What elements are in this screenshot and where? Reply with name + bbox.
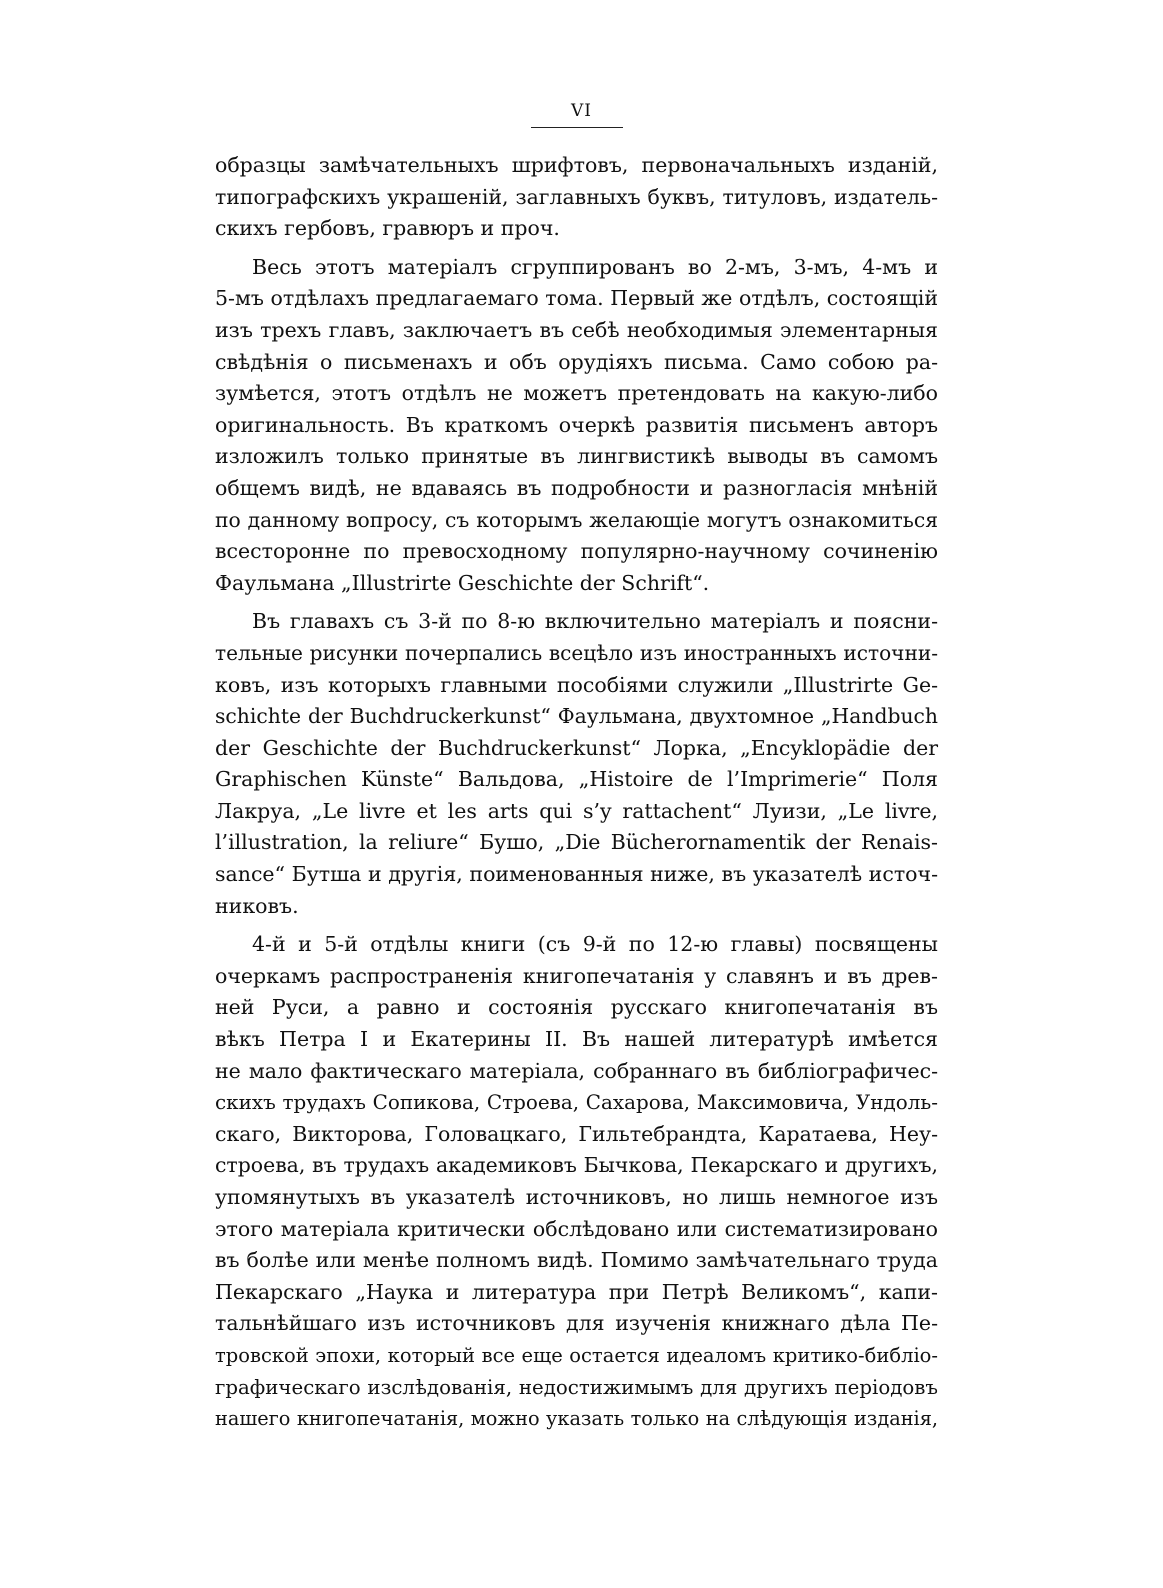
text-line: всесторонне по превосходному популярно-научному сочиненію: [215, 539, 938, 564]
text-line: скаго, Викторова, Головацкаго, Гильтебрандта, Каратаева, Неу-: [215, 1121, 938, 1146]
text-line: въ болѣе или менѣе полномъ видѣ. Помимо замѣчательнаго труда: [215, 1248, 938, 1273]
text-line: тровской эпохи, который все еще остается идеаломъ критико-библіо-: [215, 1343, 938, 1367]
text-line: тальнѣйшаго изъ источниковъ для изученія книжнаго дѣла Пе-: [215, 1311, 938, 1336]
text-line: образцы замѣчательныхъ шрифтовъ, первоначальныхъ изданій,: [215, 153, 938, 177]
text-line: Фаульмана „Illustrirte Geschichte der Schrift“.: [215, 570, 710, 595]
text-line: графическаго изслѣдованія, недостижимымъ для другихъ періодовъ: [215, 1375, 938, 1399]
paragraph: [215, 606, 938, 922]
page-number: VI: [571, 101, 592, 121]
text-line: нашего книгопечатанія, можно указать только на слѣдующія изданія,: [215, 1407, 938, 1431]
text-line: зумѣется, этотъ отдѣлъ не можетъ претендовать на какую-либо: [215, 381, 938, 406]
text-line: упомянутыхъ въ указателѣ источниковъ, но лишь немногое изъ: [215, 1185, 938, 1209]
header-rule: [531, 127, 623, 128]
text-line: по данному вопросу, съ которымъ желающіе могутъ ознакомиться: [215, 507, 938, 532]
text-line: никовъ.: [215, 893, 299, 918]
text-line: скихъ трудахъ Сопикова, Строева, Сахарова, Максимовича, Ундоль-: [215, 1091, 938, 1115]
paragraph: [215, 150, 938, 245]
text-line: Пекарскаго „Наука и литература при Петрѣ Великомъ“, капи-: [215, 1279, 938, 1304]
text-line: изъ трехъ главъ, заключаетъ въ себѣ необходимыя элементарныя: [215, 317, 938, 342]
text-line: Graphischen Künste“ Вальдова, „Histoire de l’Imprimerie“ Поля: [215, 767, 938, 792]
page-header: [0, 100, 1163, 122]
text-line: sance“ Бутша и другія, поименованныя ниже, въ указателѣ источ-: [215, 862, 938, 887]
text-line: 4-й и 5-й отдѣлы книги (съ 9-й по 12-ю главы) посвящены: [252, 932, 938, 957]
text-line: не мало фактическаго матеріала, собраннаго въ библіографичес-: [215, 1058, 938, 1083]
text-line: Въ главахъ съ 3-й по 8-ю включительно матеріалъ и поясни-: [252, 609, 938, 634]
text-line: этого матеріала критически обслѣдовано или систематизировано: [215, 1216, 938, 1241]
text-line: очеркамъ распространенія книгопечатанія у славянъ и въ древ-: [215, 963, 938, 988]
text-line: schichte der Buchdruckerkunst“ Фаульмана, двухтомное „Handbuch: [215, 704, 938, 729]
text-line: вѣкъ Петра I и Екатерины II. Въ нашей литературѣ имѣется: [215, 1027, 938, 1052]
text-line: тельные рисунки почерпались всецѣло изъ иностранныхъ источни-: [215, 640, 938, 665]
text-line: der Geschichte der Buchdruckerkunst“ Лорка, „Encyklopädie der: [215, 735, 938, 760]
text-line: свѣдѣнія о письменахъ и объ орудіяхъ письма. Само собою ра-: [215, 349, 938, 374]
text-line: Лакруа, „Le livre et les arts qui s’y rattachent“ Луизи, „Le livre,: [215, 798, 938, 823]
text-line: типографскихъ украшеній, заглавныхъ буквъ, титуловъ, издатель-: [215, 184, 938, 209]
text-line: изложилъ только принятые въ лингвистикѣ выводы въ самомъ: [215, 444, 938, 469]
text-line: ней Руси, а равно и состоянія русскаго книгопечатанія въ: [215, 995, 938, 1020]
paragraph: [215, 252, 938, 600]
text-line: скихъ гербовъ, гравюръ и проч.: [215, 216, 560, 241]
text-line: ковъ, изъ которыхъ главными пособіями служили „Illustrirte Ge-: [215, 672, 938, 697]
text-line: строева, въ трудахъ академиковъ Бычкова, Пекарскаго и другихъ,: [215, 1153, 938, 1178]
text-line: Весь этотъ матеріалъ сгруппированъ во 2-мъ, 3-мъ, 4-мъ и: [252, 254, 938, 279]
paragraph: [215, 929, 938, 1435]
text-line: 5-мъ отдѣлахъ предлагаемаго тома. Первый же отдѣлъ, состоящій: [215, 286, 938, 311]
text-line: оригинальность. Въ краткомъ очеркѣ развитія письменъ авторъ: [215, 412, 938, 437]
text-line: l’illustration, la reliure“ Бушо, „Die Bücherornamentik der Renais-: [215, 830, 938, 855]
body-text: [215, 150, 938, 1435]
text-line: общемъ видѣ, не вдаваясь въ подробности и разногласія мнѣній: [215, 475, 938, 500]
